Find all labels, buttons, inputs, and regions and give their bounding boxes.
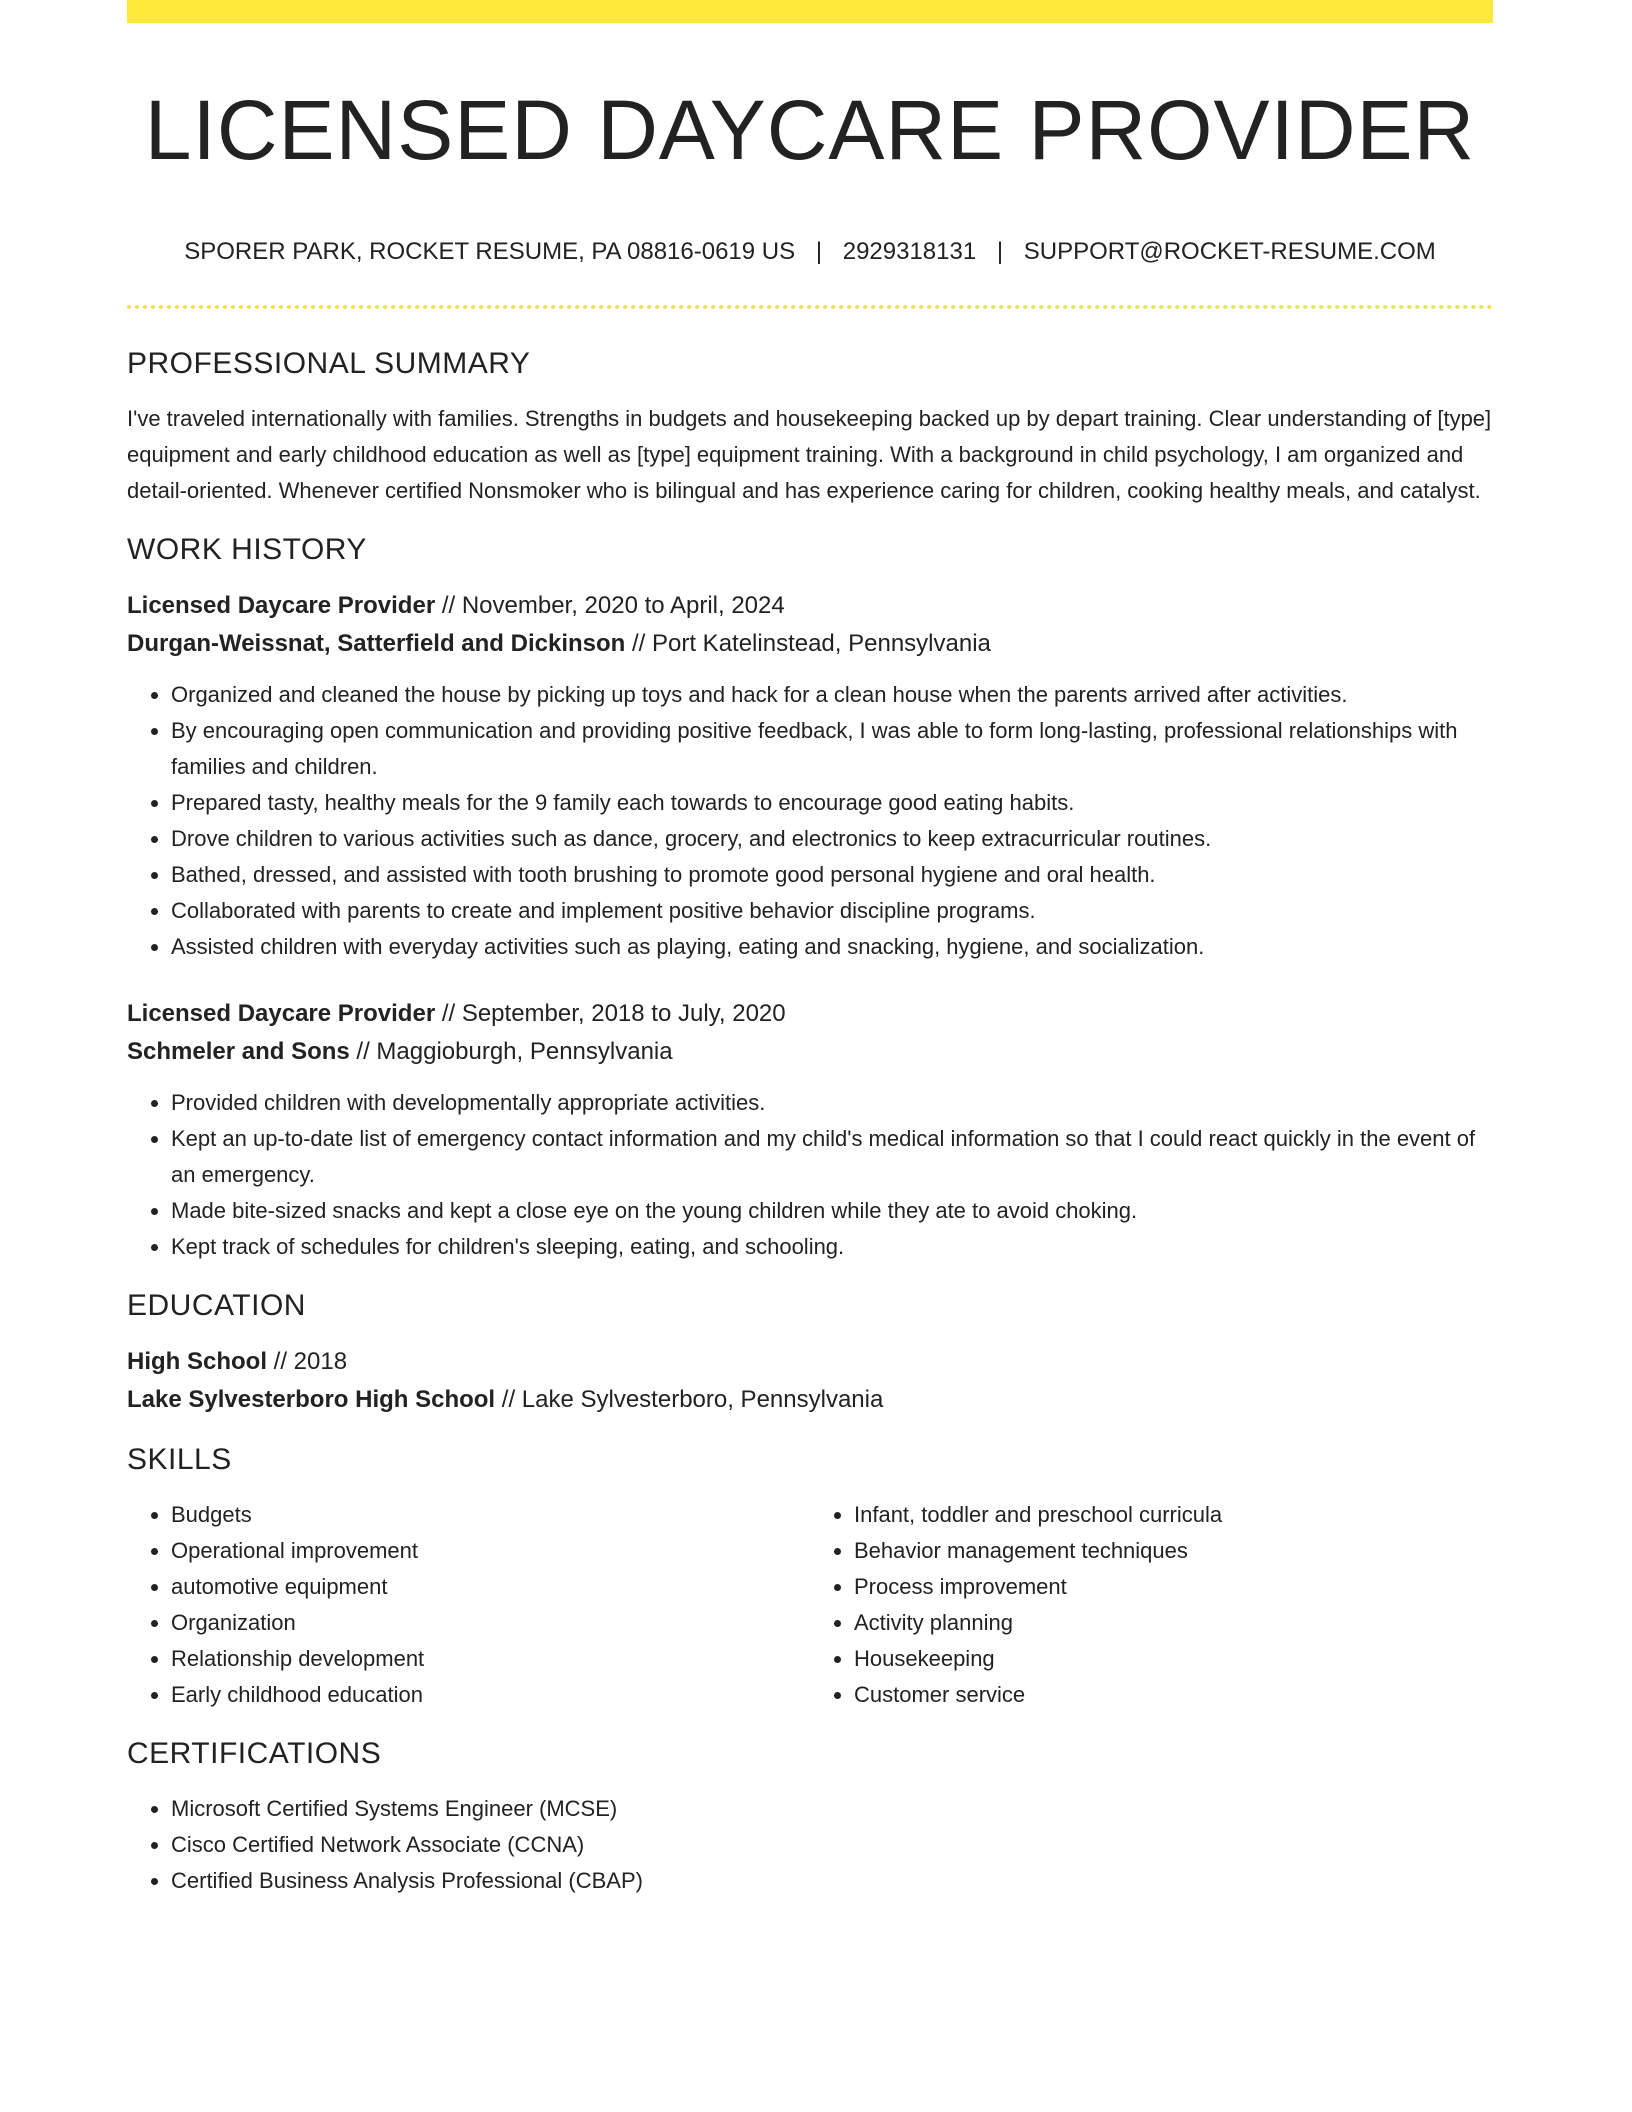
- job-title: Licensed Daycare Provider: [127, 592, 436, 619]
- job-company: Schmeler and Sons: [127, 1038, 350, 1065]
- education-section: [127, 1287, 1493, 1419]
- accent-bar: [127, 0, 1493, 23]
- skill-item: • Early childhood education: [171, 1677, 810, 1713]
- job-location: // Maggioburgh, Pennsylvania: [349, 1038, 673, 1065]
- skill-item: • Relationship development: [171, 1641, 810, 1677]
- education-heading: EDUCATION: [127, 1289, 306, 1322]
- skills-section: [127, 1441, 1493, 1713]
- education-degree-line: [127, 1343, 1493, 1381]
- job-bullet: • Prepared tasty, healthy meals for the 9 family each towards to encourage good eating habits.: [171, 785, 1493, 821]
- contact-separator: |: [815, 238, 823, 265]
- certifications-list: [127, 1791, 1493, 1899]
- skill-item: • Organization: [171, 1605, 810, 1641]
- job-bullet: • Kept track of schedules for children's sleeping, eating, and schooling.: [171, 1229, 1493, 1265]
- job-title-line: [127, 995, 1493, 1033]
- job-company: Durgan-Weissnat, Satterfield and Dickinson: [127, 630, 626, 657]
- contact-address: SPORER PARK, ROCKET RESUME, PA 08816-0619 US: [184, 238, 796, 265]
- job-bullet: • Provided children with developmentally appropriate activities.: [171, 1085, 1493, 1121]
- certification-item: • Certified Business Analysis Professional (CBAP): [171, 1863, 1493, 1899]
- job-dates: // November, 2020 to April, 2024: [435, 592, 785, 619]
- job-bullet: • By encouraging open communication and providing positive feedback, I was able to form long-lasting, professional relationships with families and children.: [171, 713, 1493, 785]
- skill-item: • Budgets: [171, 1497, 810, 1533]
- job-entry: [127, 587, 1493, 965]
- summary-text: I've traveled internationally with families. Strengths in budgets and housekeeping backed up by depart training. Clear understanding of [type] equipment and early childhood education as well as [type] equipment training. With a background in child psychology, I am organized and detail-oriented. Whenever certified Nonsmoker who is bilingual and has experience caring for children, cooking healthy meals, and catalyst.: [127, 406, 1492, 503]
- education-location: // Lake Sylvesterboro, Pennsylvania: [495, 1386, 884, 1413]
- job-title-line: [127, 587, 1493, 625]
- job-bullet: • Assisted children with everyday activities such as playing, eating and snacking, hygiene, and socialization.: [171, 929, 1493, 965]
- certification-item: • Cisco Certified Network Associate (CCNA): [171, 1827, 1493, 1863]
- skill-item: • Housekeeping: [854, 1641, 1493, 1677]
- certifications-section: [127, 1735, 1493, 1899]
- job-company-line: [127, 625, 1493, 663]
- job-bullet: • Collaborated with parents to create and implement positive behavior discipline programs.: [171, 893, 1493, 929]
- skill-item: • Behavior management techniques: [854, 1533, 1493, 1569]
- skills-heading: SKILLS: [127, 1443, 232, 1476]
- skills-left-list: [127, 1497, 810, 1713]
- header-divider: [127, 305, 1493, 309]
- contact-line: [127, 236, 1493, 268]
- skill-item: • Activity planning: [854, 1605, 1493, 1641]
- certifications-heading: CERTIFICATIONS: [127, 1737, 382, 1770]
- contact-separator: |: [996, 238, 1004, 265]
- education-degree: High School: [127, 1348, 267, 1375]
- education-school: Lake Sylvesterboro High School: [127, 1386, 496, 1413]
- resume-title: LICENSED DAYCARE PROVIDER: [144, 83, 1476, 177]
- job-company-line: [127, 1033, 1493, 1071]
- summary-section: [127, 345, 1493, 509]
- job-bullet: • Kept an up-to-date list of emergency contact information and my child's medical information so that I could react quickly in the event of an emergency.: [171, 1121, 1493, 1193]
- job-dates: // September, 2018 to July, 2020: [435, 1000, 786, 1027]
- job-bullets: [127, 677, 1493, 965]
- certification-item: • Microsoft Certified Systems Engineer (MCSE): [171, 1791, 1493, 1827]
- skill-item: • automotive equipment: [171, 1569, 810, 1605]
- job-bullet: • Made bite-sized snacks and kept a close eye on the young children while they ate to avoid choking.: [171, 1193, 1493, 1229]
- skill-item: • Infant, toddler and preschool curricula: [854, 1497, 1493, 1533]
- job-bullets: [127, 1085, 1493, 1265]
- skills-right-list: [810, 1497, 1493, 1713]
- work-history-section: [127, 531, 1493, 1265]
- skill-item: • Process improvement: [854, 1569, 1493, 1605]
- skill-item: • Customer service: [854, 1677, 1493, 1713]
- job-bullet: • Drove children to various activities such as dance, grocery, and electronics to keep extracurricular routines.: [171, 821, 1493, 857]
- job-entry: [127, 995, 1493, 1265]
- summary-heading: PROFESSIONAL SUMMARY: [127, 347, 531, 380]
- contact-email: SUPPORT@ROCKET-RESUME.COM: [1023, 238, 1436, 265]
- skill-item: • Operational improvement: [171, 1533, 810, 1569]
- resume-content: [127, 345, 1493, 1921]
- contact-phone: 2929318131: [842, 238, 977, 265]
- skills-columns: [127, 1497, 1493, 1713]
- job-bullet: • Organized and cleaned the house by picking up toys and hack for a clean house when the parents arrived after activities.: [171, 677, 1493, 713]
- work-history-heading: WORK HISTORY: [127, 533, 367, 566]
- education-year: // 2018: [267, 1348, 348, 1375]
- job-location: // Port Katelinstead, Pennsylvania: [625, 630, 991, 657]
- job-bullet: • Bathed, dressed, and assisted with tooth brushing to promote good personal hygiene and oral health.: [171, 857, 1493, 893]
- education-school-line: [127, 1381, 1493, 1419]
- job-title: Licensed Daycare Provider: [127, 1000, 436, 1027]
